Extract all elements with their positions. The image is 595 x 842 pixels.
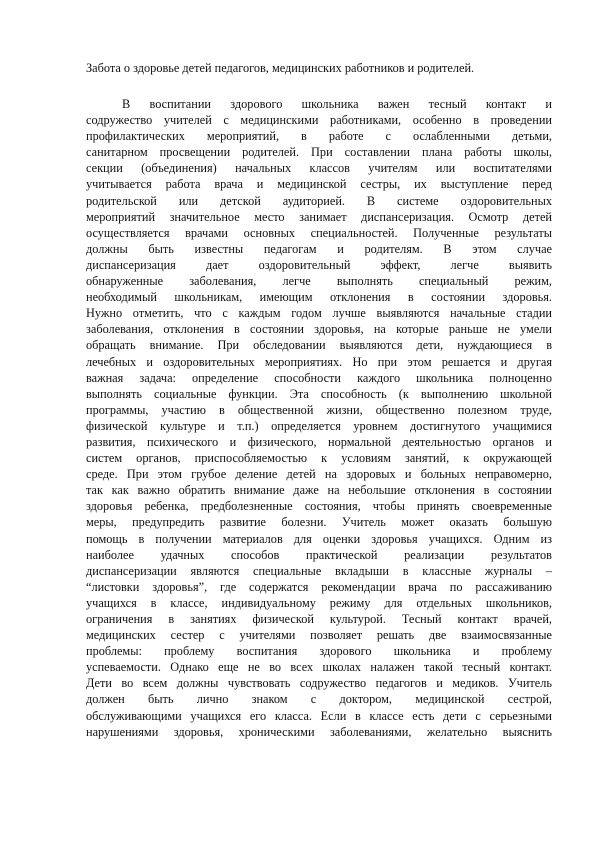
body-line: проблемы: проблему воспитания здорового школьника и проблему	[86, 644, 552, 659]
body-line: обращать внимание. При обследовании выявляются дети, нуждающиеся в	[86, 338, 552, 353]
body-line: должен быть лично знаком с доктором, медицинской сестрой,	[86, 692, 552, 707]
body-line: меры, предупредить развитие болезни. Учитель может оказать большую	[86, 515, 552, 530]
body-line: родительской или детской аудиторией. В системе оздоровительных	[86, 193, 552, 208]
body-line: учащихся в классе, индивидуальному режиму для отдельных школьников,	[86, 595, 552, 610]
body-line: учитывается работа врача и медицинской сестры, их выступление перед	[86, 177, 552, 192]
body-line: успеваемости. Однако еще не во всех школах налажен такой тесный контакт.	[86, 660, 552, 675]
document-title: Забота о здоровье детей педагогов, медицинских работников и родителей.	[86, 61, 475, 75]
body-line: здоровья ребенка, предболезненные состояния, чтобы принять своевременные	[86, 499, 552, 514]
body-line: должны быть известны педагогам и родителям. В этом случае	[86, 241, 552, 256]
body-line: выполнять социальные функции. Эта способность (к выполнению школьной	[86, 386, 552, 401]
body-line: диспансеризация дает оздоровительный эффект, легче выявить	[86, 257, 552, 272]
body-line: осуществляется врачами основных специальностей. Полученные результаты	[86, 225, 552, 240]
body-line: В воспитании здорового школьника важен тесный контакт и	[122, 97, 552, 111]
body-line: среде. При этом грубое деление детей на здоровых и больных неправомерно,	[86, 467, 552, 482]
document-body	[86, 96, 552, 740]
body-line: так как важно обратить внимание даже на небольшие отклонения в состоянии	[86, 483, 552, 498]
body-line: обнаруженные заболевания, легче выполнять специальный режим,	[86, 274, 552, 289]
body-line: помощь в получении материалов для оценки здоровья учащихся. Одним из	[86, 531, 552, 546]
body-line: физической культуре и т.п.) определяется уровнем достигнутого учащимися	[86, 418, 552, 433]
body-line: диспансеризации являются специальные вкладыши в классные журналы –	[86, 563, 552, 578]
body-line: наиболее удачных способов практической реализации результатов	[86, 547, 552, 562]
body-line: содружество учителей с медицинскими работниками, особенно в проведении	[86, 113, 552, 128]
body-line: программы, участию в общественной жизни, общественно полезном труде,	[86, 402, 552, 417]
body-line: важная задача: определение способности каждого школьника полноценно	[86, 370, 552, 385]
body-line: “листовки здоровья”, где содержатся рекомендации врача по рассаживанию	[86, 579, 552, 594]
body-line: заболевания, отклонения в состоянии здоровья, на которые раньше не умели	[86, 322, 552, 337]
body-line: ограничения в занятиях физической культурой. Тесный контакт врачей,	[86, 612, 552, 626]
body-line: профилактических мероприятий, в работе с ослабленными детьми,	[86, 129, 552, 144]
body-line: лечебных и оздоровительных мероприятиях. Но при этом решается и другая	[86, 354, 552, 369]
body-line: обслуживающими учащихся его класса. Если в классе есть дети с серьезными	[86, 708, 552, 723]
body-line: систем органов, приспособляемостью к условиям занятий, к окружающей	[86, 451, 552, 466]
body-line: санитарном просвещении родителей. При составлении плана работы школы,	[86, 145, 552, 160]
body-line: необходимый школьникам, имеющим отклонения в состоянии здоровья.	[86, 290, 552, 305]
body-line: нарушениями здоровья, хроническими заболеваниями, желательно выяснить	[86, 724, 552, 739]
body-line: Нужно отметить, что с каждым годом лучше выявляются начальные стадии	[86, 306, 552, 321]
body-line: развития, психического и физического, нормальной деятельностью органов и	[86, 434, 552, 449]
body-line: секции (объединения) начальных классов учителям или воспитателями	[86, 161, 552, 176]
body-line: Дети во всем должны чувствовать содружество педагогов и медиков. Учитель	[86, 676, 552, 691]
body-line: мероприятий значительное место занимает диспансеризация. Осмотр детей	[86, 209, 552, 224]
body-line: медицинских сестер с учителями позволяет решать две взаимосвязанные	[86, 628, 552, 643]
